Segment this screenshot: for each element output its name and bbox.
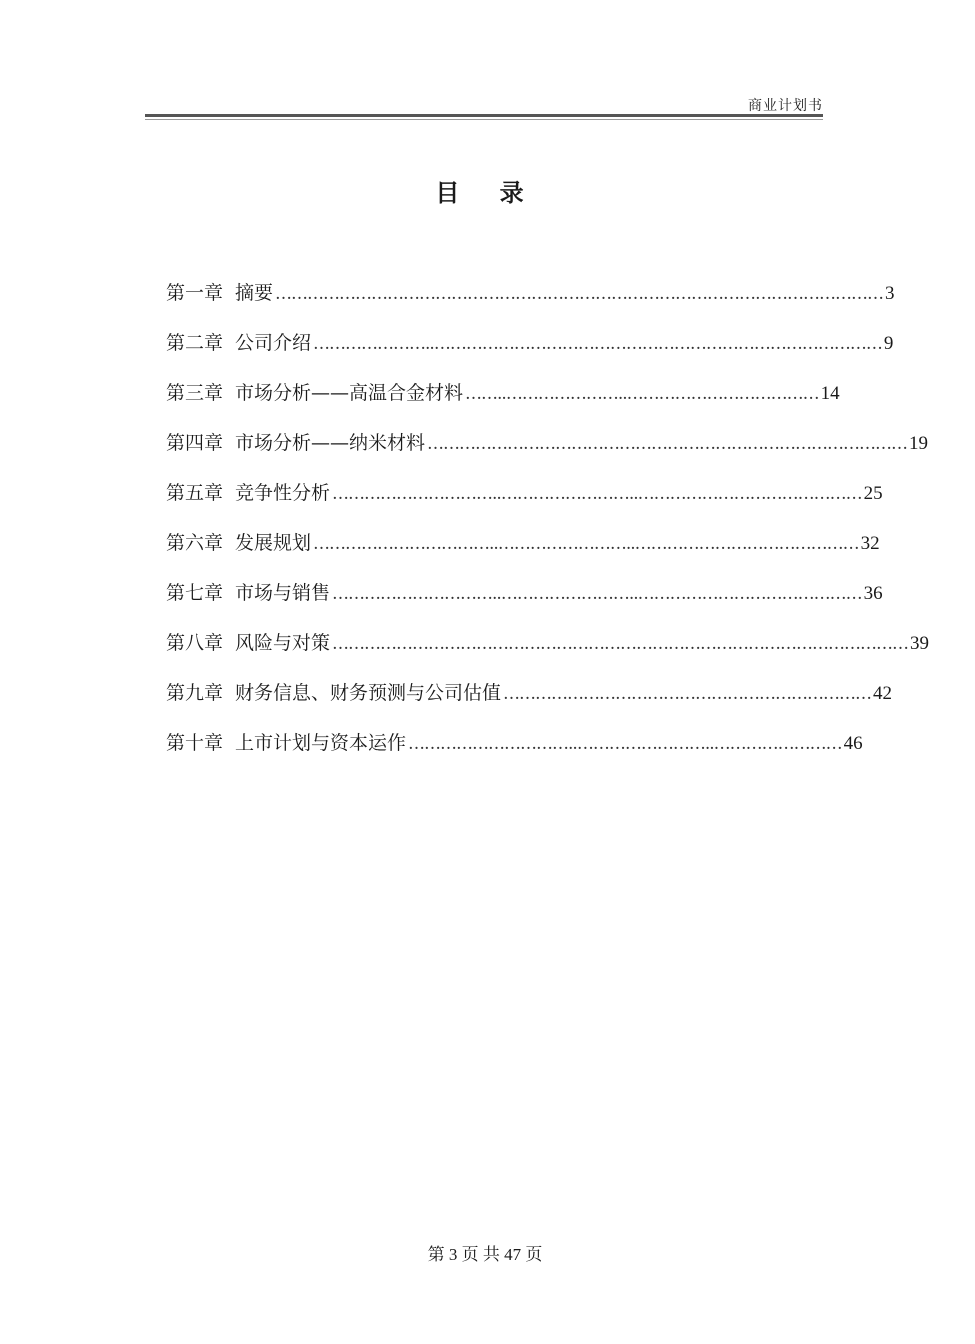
toc-leader-dots: …………………………………………………………… bbox=[503, 684, 872, 704]
toc-chapter-number: 第七章 bbox=[166, 582, 224, 604]
toc-chapter-number: 第二章 bbox=[166, 332, 224, 354]
toc-chapter-number: 第三章 bbox=[166, 382, 224, 404]
toc-page-number: 14 bbox=[820, 383, 840, 404]
toc-chapter-number: 第四章 bbox=[166, 432, 224, 454]
toc-leader-dots: …………………………………………………………………………………………………… bbox=[275, 284, 884, 304]
toc-chapter-number: 第十章 bbox=[166, 732, 224, 754]
toc-chapter-title: 市场分析——高温合金材料 bbox=[235, 382, 464, 404]
toc-page-number: 36 bbox=[863, 583, 883, 604]
toc-page-number: 42 bbox=[873, 683, 893, 704]
toc-entry[interactable] bbox=[166, 328, 894, 378]
toc-leader-dots: …………………………..……………………..…………………………………… bbox=[332, 484, 862, 504]
page-footer: 第 3 页 共 47 页 bbox=[427, 1245, 543, 1264]
toc-chapter-title: 公司介绍 bbox=[235, 332, 312, 354]
toc-title: 目 录 bbox=[435, 179, 540, 207]
toc-leader-dots: ……………………………………………………………………………… bbox=[427, 434, 908, 454]
toc-chapter-title: 发展规划 bbox=[235, 532, 312, 554]
toc-page-number: 25 bbox=[863, 483, 883, 504]
toc-page-number: 9 bbox=[883, 333, 894, 354]
header-rule bbox=[145, 114, 823, 117]
toc-entry[interactable] bbox=[166, 728, 863, 778]
toc-chapter-title: 摘要 bbox=[235, 282, 274, 304]
toc-chapter-title: 市场与销售 bbox=[235, 582, 331, 604]
toc-list bbox=[166, 278, 930, 778]
toc-chapter-number: 第一章 bbox=[166, 282, 224, 304]
toc-page-number: 46 bbox=[843, 733, 863, 754]
toc-chapter-number: 第八章 bbox=[166, 632, 224, 654]
toc-leader-dots: …………………..………………………………………………………………………… bbox=[313, 334, 882, 354]
toc-page-number: 3 bbox=[885, 283, 895, 304]
toc-chapter-number: 第九章 bbox=[166, 682, 224, 704]
toc-page-number: 39 bbox=[910, 633, 930, 654]
header-rule-thin bbox=[145, 119, 823, 120]
toc-chapter-number: 第六章 bbox=[166, 532, 224, 554]
toc-entry[interactable] bbox=[166, 528, 880, 578]
toc-leader-dots: ……………………………………………………………………………………………… bbox=[332, 634, 909, 654]
toc-entry[interactable] bbox=[166, 428, 929, 478]
toc-leader-dots: …………………………..……………………..…………………… bbox=[408, 734, 842, 754]
toc-entry[interactable] bbox=[166, 578, 883, 628]
toc-entry[interactable] bbox=[166, 278, 895, 328]
toc-leader-dots: …………………………..……………………..…………………………………… bbox=[332, 584, 862, 604]
toc-chapter-title: 市场分析——纳米材料 bbox=[235, 432, 426, 454]
toc-entry[interactable] bbox=[166, 678, 893, 728]
toc-chapter-title: 财务信息、财务预测与公司估值 bbox=[235, 682, 502, 704]
toc-chapter-title: 竞争性分析 bbox=[235, 482, 331, 504]
toc-chapter-title: 风险与对策 bbox=[235, 632, 331, 654]
toc-entry[interactable] bbox=[166, 628, 930, 678]
toc-leader-dots: ……..…………………..……………………………… bbox=[465, 384, 819, 404]
toc-entry[interactable] bbox=[166, 478, 883, 528]
toc-page-number: 19 bbox=[909, 433, 929, 454]
toc-chapter-title: 上市计划与资本运作 bbox=[235, 732, 407, 754]
toc-chapter-number: 第五章 bbox=[166, 482, 224, 504]
toc-entry[interactable] bbox=[166, 378, 840, 428]
toc-page-number: 32 bbox=[860, 533, 880, 554]
document-header-title: 商业计划书 bbox=[748, 98, 823, 114]
toc-leader-dots: ……………………………..……………………..…………………………………… bbox=[313, 534, 859, 554]
